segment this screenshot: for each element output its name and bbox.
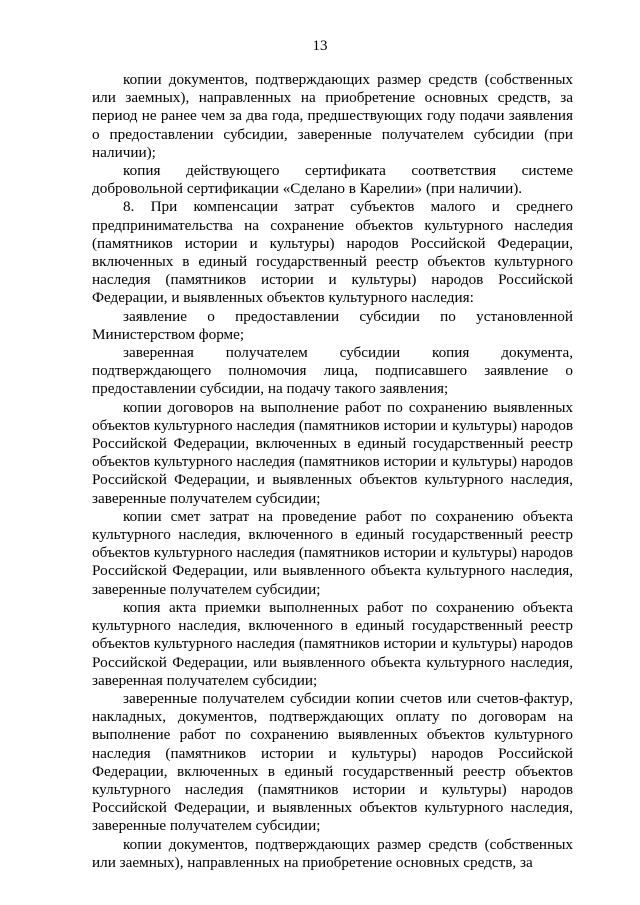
paragraph: заверенные получателем субсидии копии счетов или счетов-фактур, накладных, документов, подтверждающих оплату по договорам на выполнение работ по сохранению выявленных объектов культурного наследия (памятников истории и культуры) народов Российской Федерации, включенных в единый государственный реестр объектов культурного наследия (памятников истории и культуры) народов Российской Федерации, и выявленных объектов культурного наследия, заверенные получателем субсидии; <box>92 689 573 835</box>
paragraph: заявление о предоставлении субсидии по установленной Министерством форме; <box>92 307 573 343</box>
paragraph: копии договоров на выполнение работ по сохранению выявленных объектов культурного наследия (памятников истории и культуры) народов Российской Федерации, включенных в единый государственный реестр объектов культурного наследия (памятников истории и культуры) народов Российской Федерации, и выявленных объектов культурного наследия, заверенные получателем субсидии; <box>92 398 573 507</box>
paragraph: копии документов, подтверждающих размер средств (собственных или заемных), направленных на приобретение основных средств, за <box>92 835 573 871</box>
paragraph: 8. При компенсации затрат субъектов малого и среднего предпринимательства на сохранение объектов культурного наследия (памятников истории и культуры) народов Российской Федерации, включенных в единый государственный реестр объектов культурного наследия (памятников истории и культуры) народов Российской Федерации, и выявленных объектов культурного наследия: <box>92 198 573 307</box>
paragraph: заверенная получателем субсидии копия документа, подтверждающего полномочия лица, подписавшего заявление о предоставлении субсидии, на подачу такого заявления; <box>92 344 573 398</box>
document-body <box>92 71 573 872</box>
paragraph: копии документов, подтверждающих размер средств (собственных или заемных), направленных на приобретение основных средств, за период не ранее чем за два года, предшествующих году подачи заявления о предоставлении субсидии, заверенные получателем субсидии (при наличии); <box>92 71 573 161</box>
page-number: 13 <box>312 38 328 54</box>
paragraph: копия акта приемки выполненных работ по сохранению объекта культурного наследия, включенного в единый государственный реестр объектов культурного наследия (памятников истории и культуры) народов Российской Федерации, или выявленного объекта культурного наследия, заверенная получателем субсидии; <box>92 598 573 689</box>
paragraph: копия действующего сертификата соответствия системе добровольной сертификации «Сделано в Карелии» (при наличии). <box>92 162 573 198</box>
paragraph: копии смет затрат на проведение работ по сохранению объекта культурного наследия, включенного в единый государственный реестр объектов культурного наследия (памятников истории и культуры) народов Российской Федерации, или выявленного объекта культурного наследия, заверенные получателем субсидии; <box>92 507 573 598</box>
